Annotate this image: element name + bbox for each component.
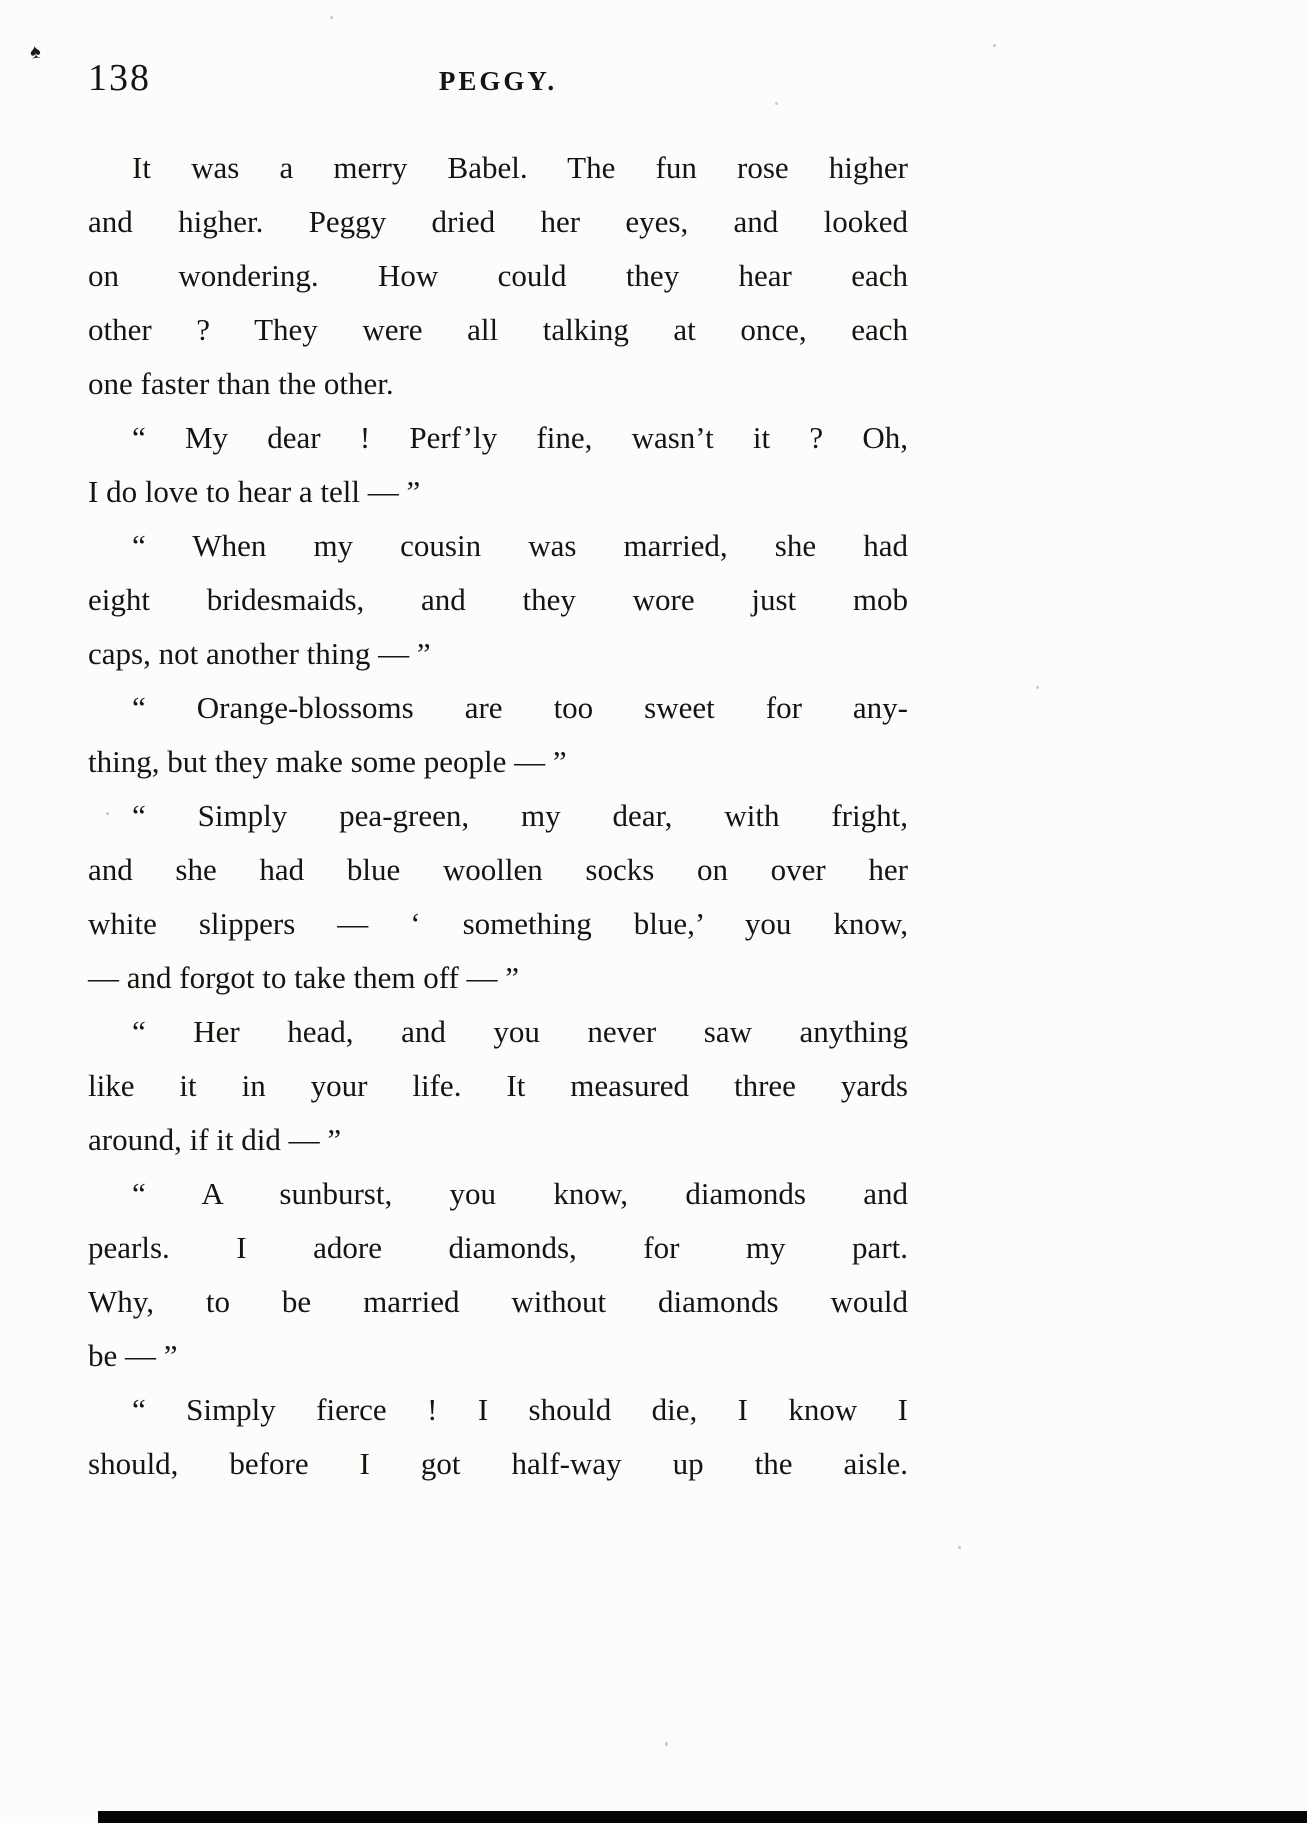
scan-speck [775, 102, 778, 105]
text-line: — and forgot to take them off — ” [88, 960, 520, 995]
scan-edge-bar [98, 1811, 1307, 1823]
paragraph [88, 1005, 908, 1167]
text-line: “ Her head, and you never saw anything [132, 1014, 908, 1049]
text-line: one faster than the other. [88, 366, 394, 401]
paragraph [88, 519, 908, 681]
text-line: “ My dear ! Perf’ly fine, wasn’t it ? Oh, [132, 420, 908, 455]
running-header: PEGGY. [438, 66, 558, 96]
text-line: caps, not another thing — ” [88, 636, 431, 671]
text-line: Why, to be married without diamonds would [88, 1284, 908, 1319]
text-line: be — ” [88, 1338, 178, 1373]
text-line: should, before I got half-way up the aisle. [88, 1446, 908, 1481]
text-line: eight bridesmaids, and they wore just mob [88, 582, 908, 617]
scan-speck [665, 1742, 668, 1746]
text-line: “ When my cousin was married, she had [132, 528, 908, 563]
scan-speck [106, 812, 109, 815]
text-line: “ Simply fierce ! I should die, I know I [132, 1392, 908, 1427]
text-line: “ A sunburst, you know, diamonds and [132, 1176, 908, 1211]
paragraph [88, 681, 908, 789]
paragraph [88, 141, 908, 411]
ink-blot-icon: ♠ [28, 40, 43, 64]
text-line: “ Orange-blossoms are too sweet for any- [132, 690, 908, 725]
scan-speck [958, 1546, 961, 1549]
scan-speck [330, 16, 333, 19]
text-line: “ Simply pea-green, my dear, with fright, [132, 798, 908, 833]
text-line: pearls. I adore diamonds, for my part. [88, 1230, 908, 1265]
text-line: like it in your life. It measured three yards [88, 1068, 908, 1103]
text-line: and she had blue woollen socks on over her [88, 852, 908, 887]
text-line: and higher. Peggy dried her eyes, and looked [88, 204, 908, 239]
text-line: on wondering. How could they hear each [88, 258, 908, 293]
text-line: thing, but they make some people — ” [88, 744, 567, 779]
paragraph [88, 789, 908, 1005]
text-line: I do love to hear a tell — ” [88, 474, 421, 509]
paragraph [88, 1383, 908, 1491]
paragraph [88, 411, 908, 519]
scan-speck [1036, 686, 1039, 689]
paragraph [88, 1167, 908, 1383]
text-block [88, 141, 908, 1491]
text-line: around, if it did — ” [88, 1122, 342, 1157]
page-number: 138 [88, 57, 151, 99]
text-line: It was a merry Babel. The fun rose higher [132, 150, 908, 185]
scan-speck [993, 44, 996, 47]
text-line: other ? They were all talking at once, each [88, 312, 908, 347]
text-line: white slippers — ‘ something blue,’ you know, [88, 906, 908, 941]
